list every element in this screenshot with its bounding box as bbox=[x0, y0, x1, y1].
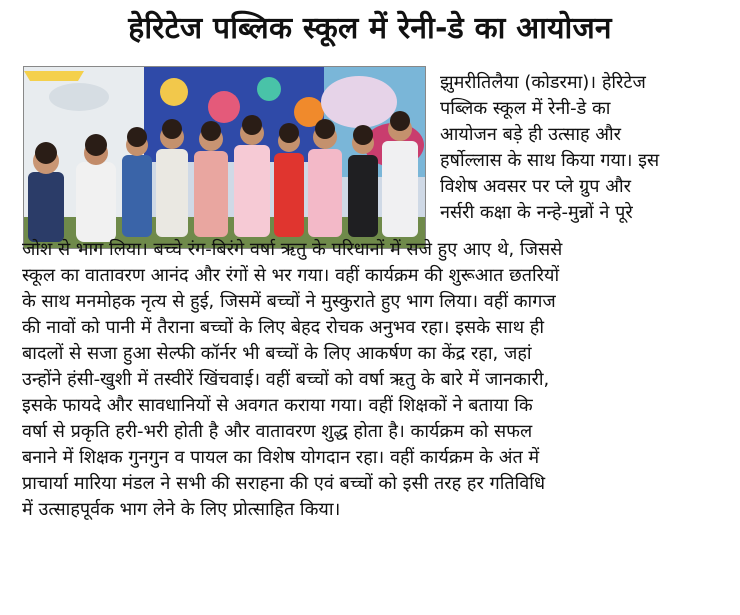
article-line: की नावों को पानी में तैराना बच्चों के लिए बेहद रोचक अनुभव रहा। इसके साथ ही bbox=[22, 317, 545, 338]
event-photo bbox=[23, 66, 426, 249]
article-line: में उत्साहपूर्वक भाग लेने के लिए प्रोत्साहित किया। bbox=[22, 499, 341, 520]
article-line: पब्लिक स्कूल में रेनी-डे का bbox=[440, 98, 611, 119]
article-line: जोश से भाग लिया। बच्चे रंग-बिरंगे वर्षा ऋतु के परिधानों में सजे हुए आए थे, जिससे bbox=[22, 239, 563, 260]
article-line: बनाने में शिक्षक गुनगुन व पायल का विशेष योगदान रहा। वहीं कार्यक्रम के अंत में bbox=[22, 447, 540, 468]
article-line: प्राचार्या मारिया मंडल ने सभी की सराहना की एवं बच्चों को इसी तरह हर गतिविधि bbox=[22, 473, 546, 494]
article-line: झुमरीतिलैया (कोडरमा)। हेरिटेज bbox=[440, 72, 646, 93]
article-line: इसके फायदे और सावधानियों से अवगत कराया गया। वहीं शिक्षकों ने बताया कि bbox=[22, 395, 533, 416]
article-line: आयोजन बड़े ही उत्साह और bbox=[440, 124, 622, 145]
article-line: वर्षा से प्रकृति हरी-भरी होती है और वातावरण शुद्ध होता है। कार्यक्रम को सफल bbox=[22, 421, 533, 442]
article-line: उन्होंने हंसी-खुशी में तस्वीरें खिंचवाई। वहीं बच्चों को वर्षा ऋतु के बारे में जानकारी, bbox=[22, 369, 550, 390]
article-line: स्कूल का वातावरण आनंद और रंगों से भर गया। वहीं कार्यक्रम की शुरूआत छतरियों bbox=[22, 265, 560, 286]
article-line: नर्सरी कक्षा के नन्हे-मुन्नों ने पूरे bbox=[440, 202, 633, 223]
article-line: हर्षोल्लास के साथ किया गया। इस bbox=[440, 150, 660, 171]
article-line: बादलों से सजा हुआ सेल्फी कॉर्नर भी बच्चों के लिए आकर्षण का केंद्र रहा, जहां bbox=[22, 343, 532, 364]
article-line: के साथ मनमोहक नृत्य से हुई, जिसमें बच्चों ने मुस्कुराते हुए भाग लिया। वहीं कागज bbox=[22, 291, 556, 312]
headline: हेरिटेज पब्लिक स्कूल में रेनी-डे का आयोजन bbox=[128, 11, 612, 46]
article-line: विशेष अवसर पर प्ले ग्रुप और bbox=[440, 176, 632, 197]
